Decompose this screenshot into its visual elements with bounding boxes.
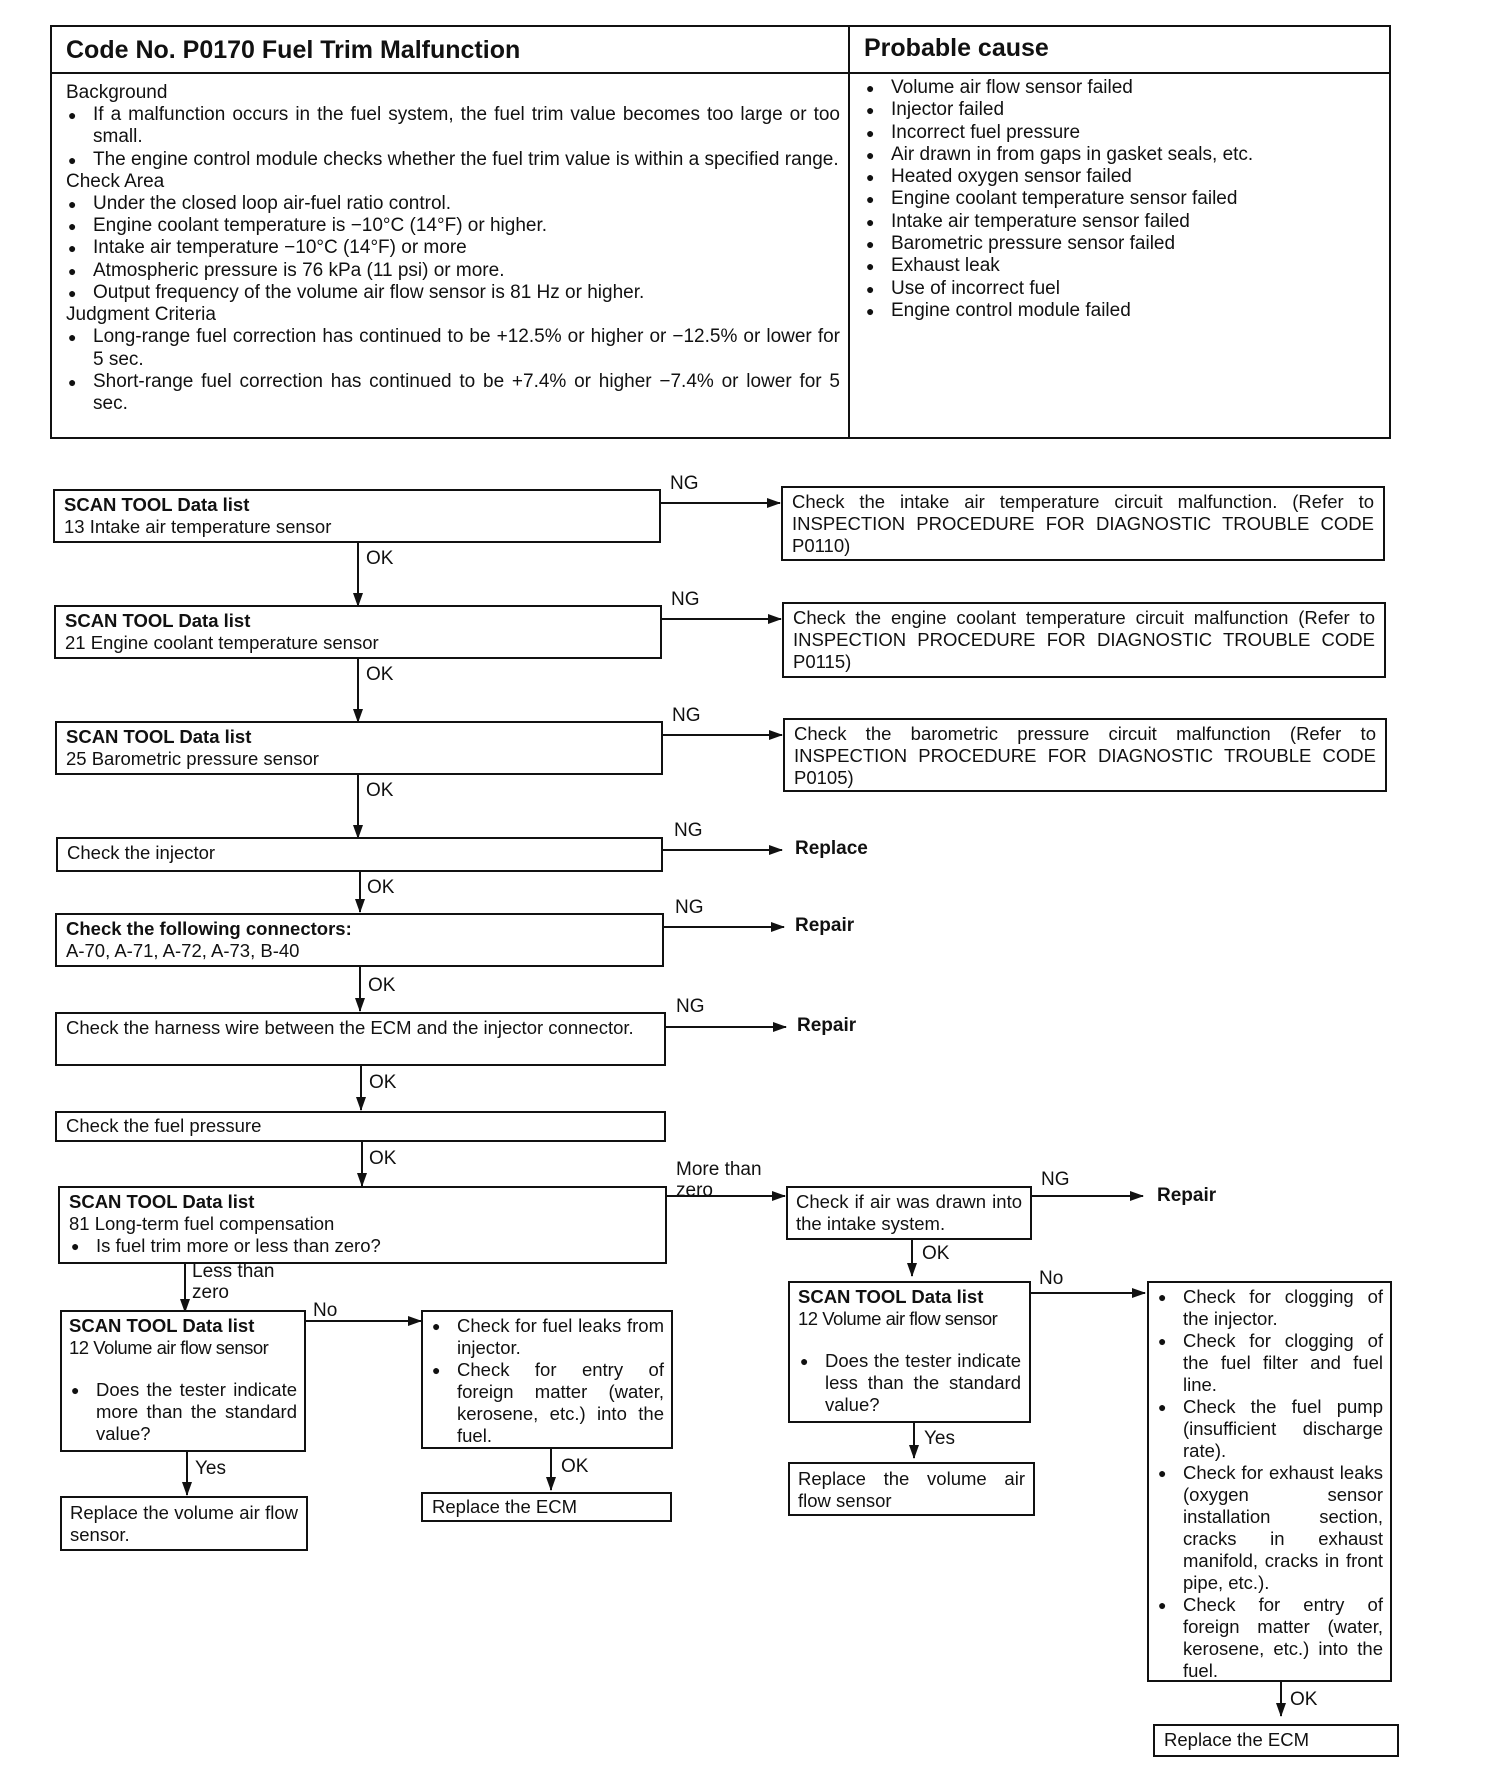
- code-title: Code No. P0170 Fuel Trim Malfunction: [66, 36, 521, 64]
- list-item: ● Check for entry of foreign matter (water, kerosene, etc.) into the fuel.: [1156, 1594, 1383, 1682]
- air-drawn-box: [786, 1186, 1032, 1240]
- box-text: Replace the volume air flow sensor: [798, 1468, 1025, 1511]
- list-item: ● Intake air temperature −10°C (14°F) or more: [66, 237, 840, 259]
- ok-label: OK: [367, 877, 395, 898]
- box-title: Check the following connectors:: [66, 918, 352, 939]
- list-item: ● Volume air flow sensor failed: [864, 77, 1374, 99]
- no-label: No: [1039, 1268, 1064, 1289]
- box-bullets: [1156, 1286, 1383, 1682]
- repair-result-1: Repair: [795, 915, 855, 936]
- list-item: ● Incorrect fuel pressure: [864, 122, 1374, 144]
- ok-label: OK: [369, 1148, 397, 1169]
- box-text: Check the engine coolant temperature circuit malfunction (Refer to INSPECTION PROCEDURE FOR DIAGNOSTIC TROUBLE CODE P0115): [793, 607, 1375, 672]
- less-than-zero-label: Less than zero: [192, 1261, 275, 1303]
- right-replace-vaf-box: [788, 1462, 1035, 1516]
- step-25-ng-box: [783, 718, 1387, 792]
- check-area-heading: Check Area: [66, 170, 165, 192]
- no-label: No: [313, 1300, 338, 1321]
- box-text: Check the injector: [67, 842, 216, 863]
- list-item: ● Heated oxygen sensor failed: [864, 166, 1374, 188]
- right-replace-ecm-box: [1153, 1724, 1399, 1757]
- ok-label: OK: [366, 664, 394, 685]
- box-text: 12 Volume air flow sensor: [798, 1308, 998, 1329]
- left-no-box: [421, 1310, 673, 1449]
- scan-tool-step-21: [54, 605, 662, 659]
- list-item: ● Check for fuel leaks from injector.: [430, 1315, 664, 1359]
- box-title: SCAN TOOL Data list: [69, 1315, 255, 1336]
- list-item: ● Check for exhaust leaks (oxygen sensor installation section, cracks in exhaust manifold, cracks in front pipe, etc.).: [1156, 1462, 1383, 1594]
- box-text: 21 Engine coolant temperature sensor: [65, 632, 379, 653]
- list-item: ● Is fuel trim more or less than zero?: [69, 1235, 656, 1257]
- box-text: Replace the volume air flow sensor.: [70, 1502, 298, 1545]
- yes-label: Yes: [195, 1458, 226, 1479]
- list-item: ● Air drawn in from gaps in gasket seals, etc.: [864, 144, 1374, 166]
- ok-label: OK: [1290, 1689, 1318, 1710]
- scan-tool-vaf-left: [60, 1310, 306, 1452]
- box-text: 25 Barometric pressure sensor: [66, 748, 319, 769]
- scan-tool-step-81: [58, 1186, 667, 1264]
- list-item: ● Check the fuel pump (insufficient discharge rate).: [1156, 1396, 1383, 1462]
- list-item: ● Engine coolant temperature is −10°C (14°F) or higher.: [66, 215, 840, 237]
- box-bullets: [798, 1350, 1021, 1416]
- list-item: ● Barometric pressure sensor failed: [864, 233, 1374, 255]
- list-item: ● The engine control module checks whether the fuel trim value is within a specified range.: [66, 149, 840, 171]
- list-item: ● Atmospheric pressure is 76 kPa (11 psi) or more.: [66, 260, 840, 282]
- ng-label: NG: [675, 897, 704, 918]
- box-text: Check the harness wire between the ECM and the injector connector.: [66, 1017, 634, 1038]
- box-title: SCAN TOOL Data list: [65, 610, 251, 631]
- ng-label: NG: [674, 820, 703, 841]
- list-item: ● Does the tester indicate more than the standard value?: [69, 1379, 297, 1445]
- list-item: ● Injector failed: [864, 99, 1374, 121]
- box-text: Check the barometric pressure circuit malfunction (Refer to INSPECTION PROCEDURE FOR DIAGNOSTIC TROUBLE CODE P0105): [794, 723, 1376, 788]
- box-title: SCAN TOOL Data list: [64, 494, 250, 515]
- ng-label: NG: [1041, 1169, 1070, 1190]
- ok-label: OK: [922, 1243, 950, 1264]
- left-replace-ecm-box: [421, 1492, 672, 1522]
- repair-result-3: Repair: [1157, 1185, 1217, 1206]
- check-harness-box: [55, 1012, 666, 1066]
- box-title: SCAN TOOL Data list: [798, 1286, 984, 1307]
- left-replace-vaf-box: [60, 1496, 308, 1551]
- list-item: ● Check for clogging of the injector.: [1156, 1286, 1383, 1330]
- check-fuel-pressure-box: [55, 1111, 666, 1142]
- ok-label: OK: [366, 780, 394, 801]
- yes-label: Yes: [924, 1428, 955, 1449]
- ng-label: NG: [676, 996, 705, 1017]
- step-21-ng-box: [782, 602, 1386, 678]
- scan-tool-step-13: [53, 489, 661, 543]
- box-title: SCAN TOOL Data list: [69, 1191, 255, 1212]
- list-item: ● Check for clogging of the fuel filter and fuel line.: [1156, 1330, 1383, 1396]
- ng-label: NG: [671, 589, 700, 610]
- list-item: ● Check for entry of foreign matter (water, kerosene, etc.) into the fuel.: [430, 1359, 664, 1447]
- judgment-heading: Judgment Criteria: [66, 304, 216, 326]
- list-item: ● Intake air temperature sensor failed: [864, 211, 1374, 233]
- ok-label: OK: [561, 1456, 589, 1477]
- ok-label: OK: [369, 1072, 397, 1093]
- box-bullets: [69, 1235, 656, 1257]
- more-than-zero-label: More than zero: [676, 1159, 762, 1201]
- list-item: ● Long-range fuel correction has continued to be +12.5% or higher or −12.5% or lower for 5 sec.: [66, 326, 840, 371]
- box-text: Replace the ECM: [432, 1496, 577, 1517]
- list-item: ● Short-range fuel correction has continued to be +7.4% or higher −7.4% or lower for 5 sec.: [66, 371, 840, 416]
- ng-label: NG: [670, 473, 699, 494]
- check-connectors-box: [55, 913, 664, 967]
- ng-label: NG: [672, 705, 701, 726]
- replace-result: Replace: [795, 838, 868, 859]
- box-text: Check if air was drawn into the intake system.: [796, 1191, 1022, 1234]
- box-text: A-70, A-71, A-72, A-73, B-40: [66, 940, 300, 961]
- box-title: SCAN TOOL Data list: [66, 726, 252, 747]
- list-item: ● Does the tester indicate less than the standard value?: [798, 1350, 1021, 1416]
- box-bullets: [430, 1315, 664, 1447]
- box-text: 13 Intake air temperature sensor: [64, 516, 332, 537]
- list-item: ● Use of incorrect fuel: [864, 278, 1374, 300]
- check-injector-box: [56, 837, 663, 872]
- list-item: ● Exhaust leak: [864, 255, 1374, 277]
- list-item: ● If a malfunction occurs in the fuel system, the fuel trim value becomes too large or too small.: [66, 104, 840, 149]
- ok-label: OK: [366, 548, 394, 569]
- box-bullets: [69, 1379, 297, 1445]
- background-heading: Background: [66, 82, 168, 103]
- step-13-ng-box: [781, 486, 1385, 561]
- ok-label: OK: [368, 975, 396, 996]
- list-item: ● Under the closed loop air-fuel ratio control.: [66, 193, 840, 215]
- list-item: ● Engine control module failed: [864, 300, 1374, 322]
- box-text: 81 Long-term fuel compensation: [69, 1213, 335, 1234]
- box-text: 12 Volume air flow sensor: [69, 1337, 269, 1358]
- box-text: Check the intake air temperature circuit malfunction. (Refer to INSPECTION PROCEDURE FOR DIAGNOSTIC TROUBLE CODE P0110): [792, 491, 1374, 556]
- right-no-box: [1147, 1281, 1392, 1682]
- box-text: Check the fuel pressure: [66, 1115, 262, 1136]
- list-item: ● Output frequency of the volume air flow sensor is 81 Hz or higher.: [66, 282, 840, 304]
- list-item: ● Engine coolant temperature sensor failed: [864, 188, 1374, 210]
- scan-tool-vaf-right: [788, 1281, 1031, 1423]
- repair-result-2: Repair: [797, 1015, 857, 1036]
- probable-cause-title: Probable cause: [864, 34, 1049, 62]
- scan-tool-step-25: [55, 721, 663, 775]
- box-text: Replace the ECM: [1164, 1729, 1309, 1750]
